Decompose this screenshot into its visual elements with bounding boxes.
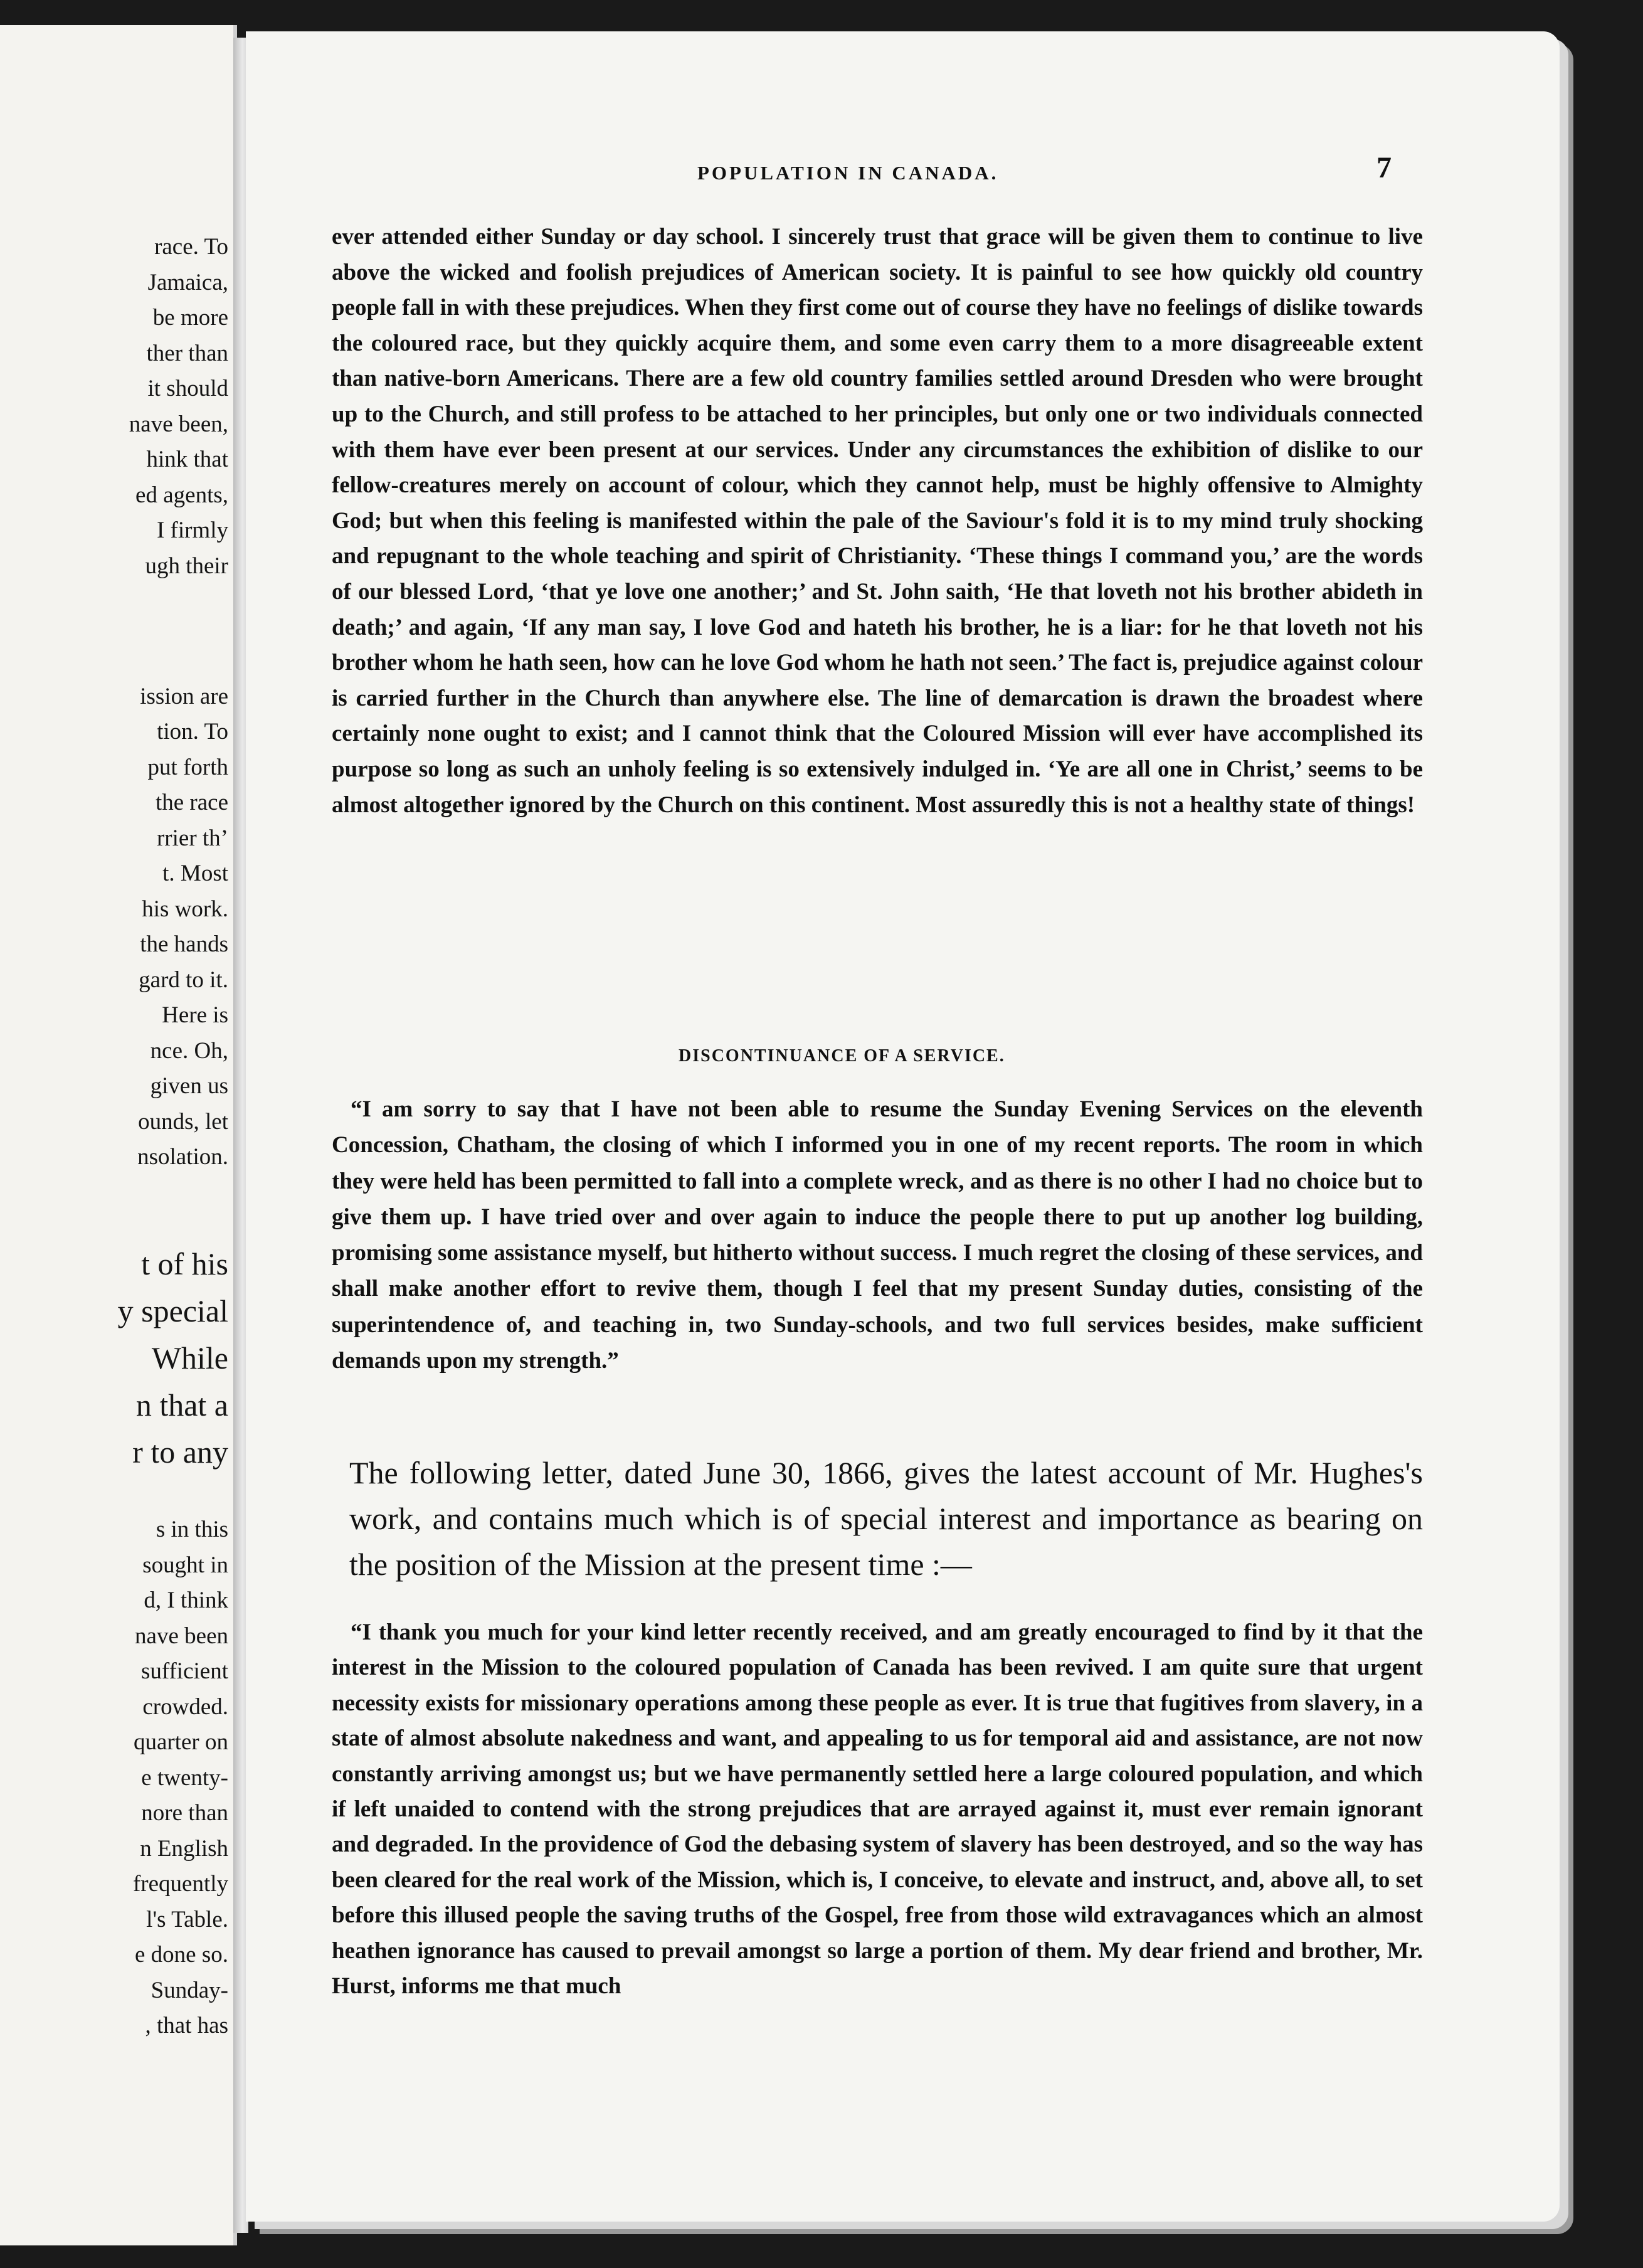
- facing-page-line-fragment: Sunday-: [151, 1978, 228, 2003]
- facing-page-line-fragment: ed agents,: [135, 482, 228, 508]
- running-head: POPULATION IN CANADA.: [697, 162, 999, 184]
- facing-page-line-fragment: given us: [150, 1073, 228, 1099]
- facing-page-line-fragment: the hands: [140, 931, 228, 957]
- facing-page-line-fragment: the race: [155, 790, 228, 815]
- facing-page-line-fragment: e twenty-: [141, 1765, 228, 1791]
- facing-page-line-fragment: nave been,: [129, 411, 228, 437]
- facing-page-line-fragment: be more: [152, 305, 228, 331]
- facing-page-line-fragment: ugh their: [145, 553, 228, 579]
- paragraph-text: “I am sorry to say that I have not been able to resume the Sunday Evening Services on the eleventh Concession, Chatham, the closing of which I informed you in one of my recent reports. The room in which they were held has been permitted to fall into a complete wreck, and as there is no other I had no choice but to give them up. I have tried over and over again to induce the people there to put up another log building, promising some assistance myself, but hitherto without success. I much regret the closing of these services, and shall make another effort to revive them, though I feel that my present Sunday duties, consisting of the superintendence of, and teaching in, two Sunday-schools, and two full services besides, make sufficient demands upon my strength.”: [332, 1096, 1423, 1374]
- paragraph-continued: [332, 220, 1423, 823]
- facing-page-line-fragment: quarter on: [133, 1729, 228, 1755]
- facing-page-line-fragment: nore than: [141, 1800, 228, 1826]
- facing-page-line-fragment: Jamaica,: [147, 270, 228, 295]
- facing-page-line-fragment: ounds, let: [138, 1109, 228, 1135]
- book-page: [246, 31, 1560, 2222]
- facing-page-line-fragment: , that has: [145, 2013, 228, 2038]
- section-heading: DISCONTINUANCE OF A SERVICE.: [679, 1046, 1005, 1066]
- letter-paragraph: [332, 1615, 1423, 2004]
- facing-page-line-fragment: race. To: [154, 234, 228, 260]
- paragraph-text: The following letter, dated June 30, 1866, gives the latest account of Mr. Hughes's work, and contains much which is of special interest and importance as bearing on the position of the Mission at the present time :—: [349, 1455, 1423, 1582]
- paragraph-text: ever attended either Sunday or day school. I sincerely trust that grace will be given them to continue to live above the wicked and foolish prejudices of American society. It is painful to see how quickly old country people fall in with these prejudices. When they first come out of course they have no feelings of dislike towards the coloured race, but they quickly acquire them, and some even carry them to a more disagreeable extent than native-born Americans. There are a few old country families settled around Dresden who were brought up to the Church, and still profess to be attached to her principles, but only one or two individuals connected with them have ever been present at our services. Under any circumstances the exhibition of dislike to our fellow-creatures merely on account of colour, which they cannot help, must be highly offensive to Almighty God; but when this feeling is manifested within the pale of the Saviour's fold it is to my mind truly shocking and repugnant to the whole teaching and spirit of Christianity. ‘These things I command you,’ are the words of our blessed Lord, ‘that ye love one another;’ and St. John saith, ‘He that loveth not his brother abideth in death;’ and again, ‘If any man say, I love God and hateth his brother, he is a liar: for he that loveth not his brother whom he hath seen, how can he love God whom he hath not seen.’ The fact is, prejudice against colour is carried further in the Church than anywhere else. The line of demarcation is drawn the broadest where certainly none ought to exist; and I cannot think that the Coloured Mission will ever have accomplished its purpose so long as such an unholy feeling is so extensively indulged in. ‘Ye are all one in Christ,’ seems to be almost altogether ignored by the Church on this continent. Most assuredly this is not a healthy state of things!: [332, 224, 1423, 818]
- facing-page-line-fragment: n that а: [135, 1387, 228, 1423]
- facing-page-line-fragment: r to any: [132, 1434, 228, 1470]
- paragraph-discontinuance: [332, 1091, 1423, 1379]
- letter-introduction: [349, 1450, 1423, 1587]
- facing-page-line-fragment: l's Table.: [146, 1907, 228, 1932]
- facing-page-line-fragment: his work.: [142, 896, 228, 922]
- facing-page-line-fragment: gard to it.: [139, 967, 228, 993]
- facing-page-line-fragment: nave been: [135, 1623, 228, 1649]
- facing-page-line-fragment: sought in: [142, 1552, 228, 1578]
- facing-page-line-fragment: hink that: [146, 447, 228, 472]
- facing-page-line-fragment: rrier thʼ: [156, 825, 228, 851]
- facing-page-line-fragment: ission are: [140, 684, 228, 709]
- facing-page-line-fragment: crowded.: [142, 1694, 228, 1720]
- facing-page-line-fragment: it should: [147, 376, 228, 401]
- facing-page-line-fragment: frequently: [132, 1871, 228, 1897]
- page-number: 7: [1376, 151, 1392, 184]
- facing-page-line-fragment: While: [151, 1340, 228, 1375]
- facing-page-line-fragment: put forth: [147, 755, 228, 780]
- facing-page-line-fragment: nce. Oh,: [150, 1038, 228, 1064]
- paragraph-text: “I thank you much for your kind letter recently received, and am greatly encouraged to find by it that the interest in the Mission to the coloured population of Canada has been revived. I am quite sure that urgent necessity exists for missionary operations among these people as ever. It is true that fugitives from slavery, in a state of almost absolute nakedness and want, and appealing to us for temporal aid and assistance, are not now constantly arriving amongst us; but we have permanently settled here a large coloured population, and which if left unaided to contend with the strong prejudices that are arrayed against it, must ever remain ignorant and degraded. In the providence of God the debasing system of slavery has been destroyed, and so the way has been cleared for the real work of the Mission, which is, I conceive, to elevate and instruct, and, above all, to set before this illused people the saving truths of the Gospel, free from those wild extravagances which an almost heathen ignorance has caused to prevail amongst so large a portion of them. My dear friend and brother, Mr. Hurst, informs me that much: [332, 1619, 1423, 2000]
- facing-page-line-fragment: y special: [117, 1293, 228, 1328]
- facing-page-line-fragment: d, I think: [144, 1587, 228, 1613]
- facing-page-line-fragment: I firmly: [156, 517, 228, 543]
- facing-page-line-fragment: e done so.: [135, 1942, 228, 1968]
- facing-page-line-fragment: tion. To: [157, 719, 228, 745]
- facing-page-line-fragment: nsolation.: [137, 1144, 228, 1170]
- facing-page-line-fragment: t of his: [141, 1246, 228, 1281]
- facing-page: [0, 25, 237, 2245]
- facing-page-line-fragment: t. Most: [162, 861, 228, 886]
- facing-page-line-fragment: sufficient: [140, 1658, 228, 1684]
- facing-page-line-fragment: ther than: [146, 341, 228, 366]
- facing-page-line-fragment: n English: [140, 1836, 228, 1862]
- facing-page-line-fragment: s in this: [156, 1517, 228, 1542]
- facing-page-line-fragment: Here is: [162, 1002, 228, 1028]
